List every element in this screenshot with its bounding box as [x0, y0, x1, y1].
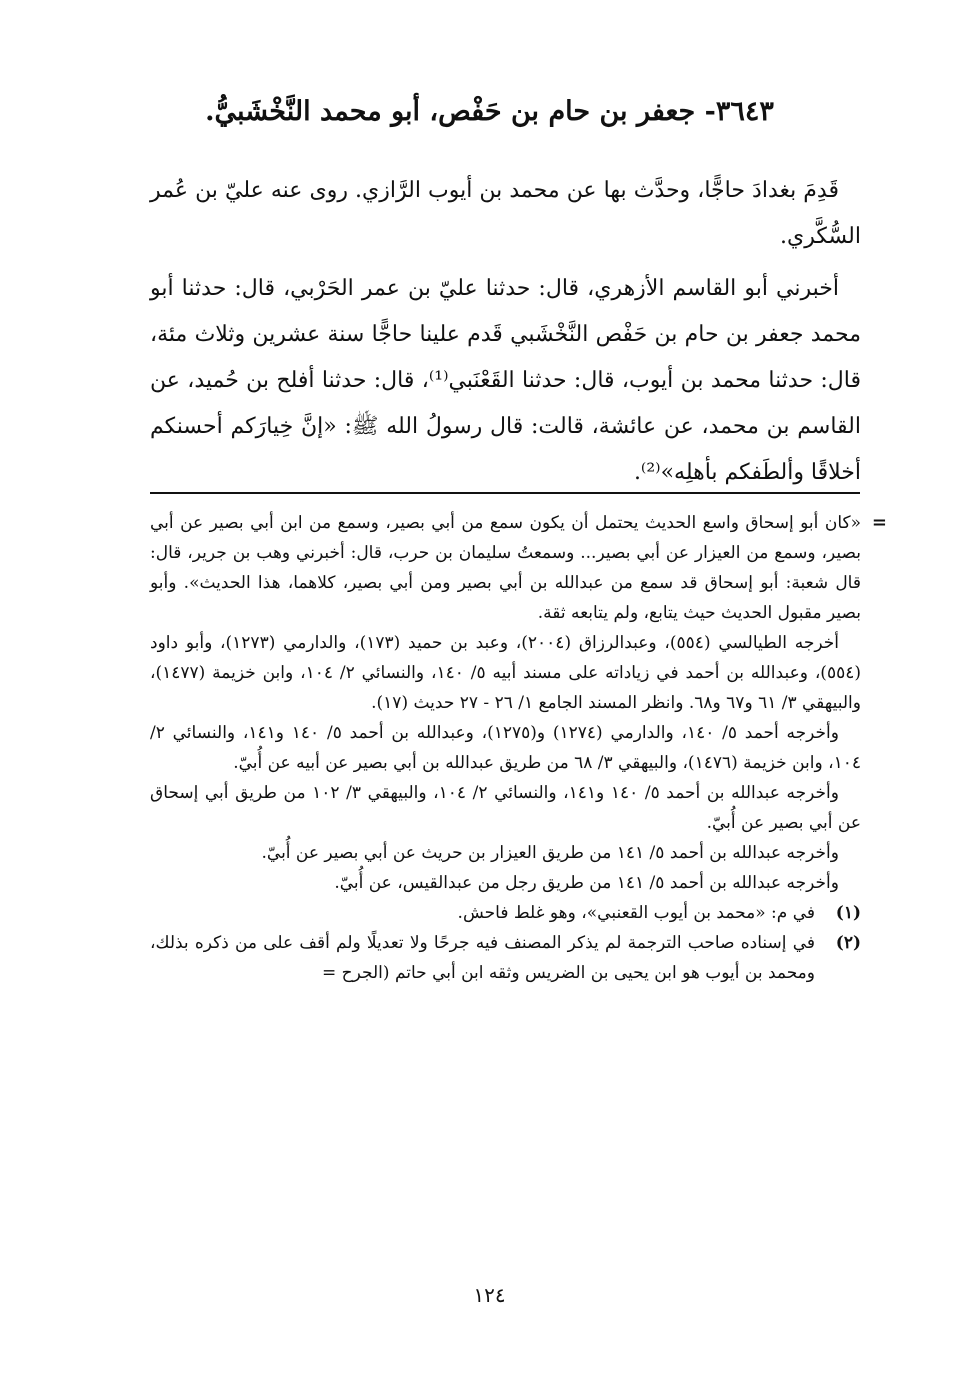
entry-heading: ٣٦٤٣- جعفر بن حام بن حَفْص، أبو محمد النَّخْشَبيُّ.	[205, 96, 774, 127]
main-paragraph-2: أخبرني أبو القاسم الأزهري، قال: حدثنا عليّ بن عمر الحَرْبي، قال: حدثنا أبو محمد جعفر بن حام بن حَفْص النَّخْشَبي قَدم علينا حاجًّا سنة عشرين وثلاث مئة، قال: حدثنا محمد بن أيوب، قال: حدثنا القَعْنَبي⁽¹⁾، قال: حدثنا أفلح بن حُميد، عن القاسم بن محمد، عن عائشة، قالت: قال رسولُ الله ﷺ: «إنَّ خِيارَكم أحسنكم أخلاقًا وألطَفكم بأهلِه»⁽²⁾.	[150, 276, 861, 485]
footnote-1	[150, 898, 861, 928]
page-number: ١٢٤	[473, 1283, 506, 1307]
main-paragraph-1: قَدِمَ بغدادَ حاجًّا، وحدَّث بها عن محمد بن أيوب الرَّازي. روى عنه عليّ بن عُمر السُّكَّري.	[150, 178, 861, 249]
footnote-continuation-mark: =	[871, 512, 887, 533]
footnote-carried-paragraph: أخرجه الطيالسي (٥٥٤)، وعبدالرزاق (٢٠٠٤)، وعبد بن حميد (١٧٣)، والدارمي (١٢٧٣)، وأبو داود (٥٥٤)، وعبدالله بن أحمد في زياداته على مسند أبيه ٥/ ١٤٠، والنسائي ٢/ ١٠٤، وابن خزيمة (١٤٧٧)، والبيهقي ٣/ ٦١ و٦٧ و٦٨. وانظر المسند الجامع ١/ ٢٦ - ٢٧ حديث (١٧).	[150, 633, 861, 713]
footnote-2	[150, 928, 861, 988]
footnote-separator	[150, 492, 860, 494]
footnote-carried-paragraph: وأخرجه أحمد ٥/ ١٤٠، والدارمي (١٢٧٤) و(١٢٧٥)، وعبدالله بن أحمد ٥/ ١٤٠ و١٤١، والنسائي ٢/ ١٠٤، وابن خزيمة (١٤٧٦)، والبيهقي ٣/ ٦٨ من طريق عبدالله بن أبي بصير عن أبيه عن أُبيّ.	[150, 723, 861, 773]
footnote-2-marker: (٢)	[835, 933, 861, 953]
main-text	[150, 168, 861, 496]
footnote-carried-paragraph: وأخرجه عبدالله بن أحمد ٥/ ١٤١ من طريق العيزار بن حريث عن أبي بصير عن أُبيّ.	[261, 843, 839, 863]
footnote-1-text: في م: «محمد بن أيوب القعنبي»، وهو غلط فاحش.	[457, 903, 815, 923]
footnote-1-marker: (١)	[835, 903, 861, 923]
footnote-carried-paragraph: وأخرجه عبدالله بن أحمد ٥/ ١٤١ من طريق رجل من عبدالقيس، عن أُبيّ.	[334, 873, 839, 893]
footnote-carried-paragraph: وأخرجه عبدالله بن أحمد ٥/ ١٤٠ و١٤١، والنسائي ٢/ ١٠٤، والبيهقي ٣/ ١٠٢ من طريق أبي إسحاق عن أبي بصير عن أُبيّ.	[150, 783, 861, 833]
footnote-2-text: في إسناده صاحب الترجمة لم يذكر المصنف فيه جرحًا ولا تعديلًا ولم أقف على من ذكره بذلك، ومحمد بن أيوب هو ابن يحيى بن الضريس وثقه ابن أبي حاتم (الجرح =	[150, 933, 815, 983]
footnotes-section	[150, 508, 861, 988]
footnote-carried-paragraph: «كان أبو إسحاق واسع الحديث يحتمل أن يكون سمع من أبي بصير، وسمع من ابن أبي بصير عن أبي بصير، وسمع من العيزار عن أبي بصير... وسمعتُ سليمان بن حرب، قال: أخبرني وهب بن جرير، قال: قال شعبة: أبو إسحاق قد سمع من عبدالله بن أبي بصير ومن أبي بصير، كلاهما، هذا الحديث». وأبو بصير مقبول الحديث حيث يتابع، ولم يتابعه ثقة.	[150, 513, 861, 623]
